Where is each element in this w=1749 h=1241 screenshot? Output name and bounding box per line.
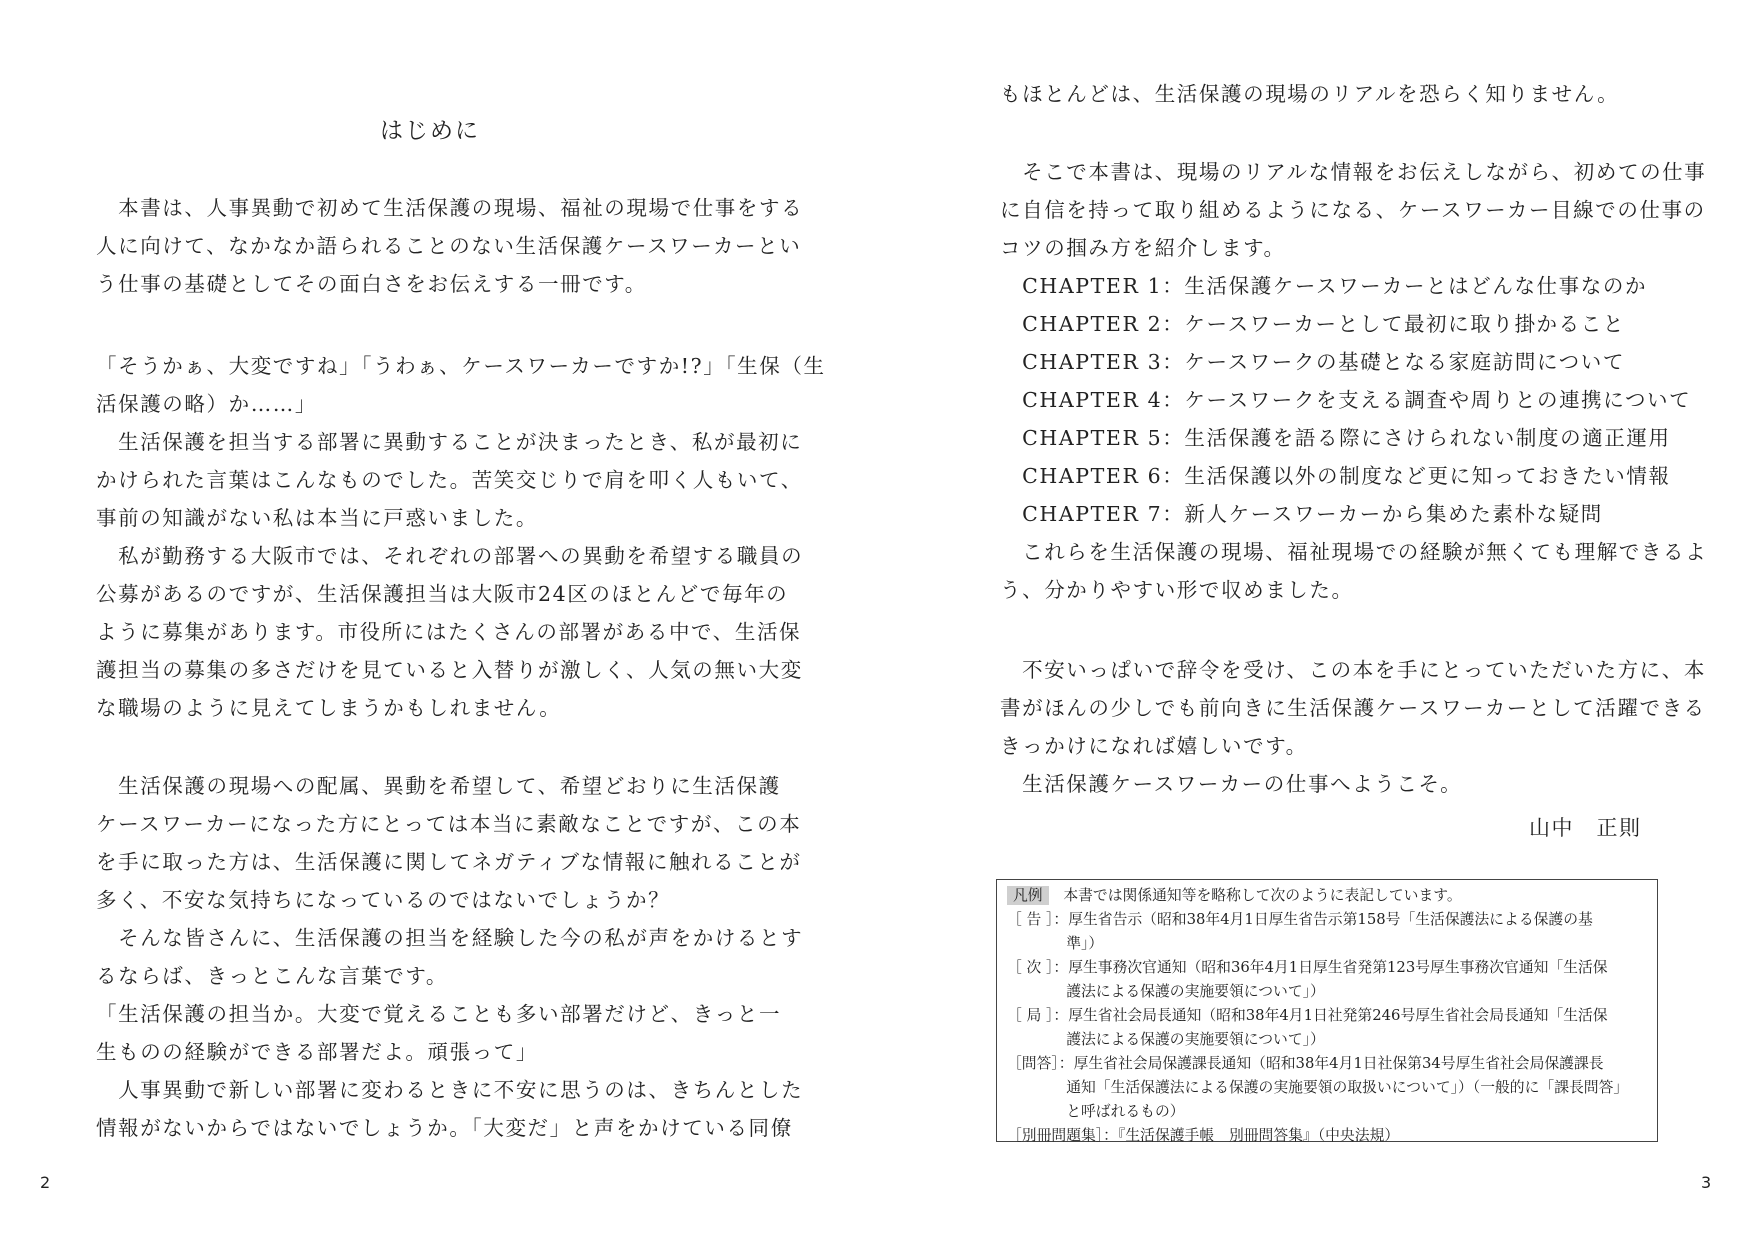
body-line: 活保護の略）か……」 xyxy=(96,392,317,416)
legend-heading xyxy=(1007,884,1462,908)
body-line: 公募があるのですが、生活保護担当は大阪市24区のほとんどで毎年の xyxy=(96,582,789,606)
body-line: う、分かりやすい形で収めました。 xyxy=(1000,578,1354,602)
legend-row: ［ 告 ］：厚生省告示（昭和38年4月1日厚生省告示第158号「生活保護法による保護の基 xyxy=(1007,911,1593,928)
legend-box xyxy=(996,879,1658,1142)
body-line: これらを生活保護の現場、福祉現場での経験が無くても理解できるよ xyxy=(1000,540,1708,564)
legend-row: 通知「生活保護法による保護の実施要領の取扱いについて」）（一般的に「課長問答」 xyxy=(1007,1079,1629,1096)
body-line: ケースワーカーになった方にとっては本当に素敵なことですが、この本 xyxy=(96,812,802,836)
body-line: う仕事の基礎としてその面白さをお伝えする一冊です。 xyxy=(96,272,647,296)
body-line: るならば、きっとこんな言葉です。 xyxy=(96,964,448,988)
body-line: 生活保護ケースワーカーの仕事へようこそ。 xyxy=(1000,772,1463,796)
body-line: 私が勤務する大阪市では、それぞれの部署への異動を希望する職員の xyxy=(96,544,804,568)
body-line: 事前の知識がない私は本当に戸惑いました。 xyxy=(96,506,538,530)
legend-row: 準」） xyxy=(1007,935,1104,952)
body-line: 護担当の募集の多さだけを見ていると入替りが激しく、人気の無い大変 xyxy=(96,658,803,682)
body-line: 情報がないからではないでしょうか。「大変だ」と声をかけている同僚 xyxy=(96,1116,793,1140)
body-line: コツの掴み方を紹介します。 xyxy=(1000,236,1286,260)
legend-intro: 本書では関係通知等を略称して次のように表記しています。 xyxy=(1063,887,1462,904)
body-line: ように募集があります。市役所にはたくさんの部署がある中で、生活保 xyxy=(96,620,802,644)
body-line: 人事異動で新しい部署に変わるときに不安に思うのは、きちんとした xyxy=(96,1078,804,1102)
body-line: 生活保護を担当する部署に異動することが決まったとき、私が最初に xyxy=(96,430,803,454)
chapter-line: CHAPTER 6：生活保護以外の制度など更に知っておきたい情報 xyxy=(1000,464,1671,488)
legend-row: ［ 局 ］：厚生省社会局長通知（昭和38年4月1日社発第246号厚生省社会局長通知「生活保 xyxy=(1007,1007,1608,1024)
legend-tag: 凡例 xyxy=(1007,886,1049,905)
body-line: かけられた言葉はこんなものでした。苦笑交じりで肩を叩く人もいて、 xyxy=(96,468,803,492)
chapter-line: CHAPTER 3：ケースワークの基礎となる家庭訪問について xyxy=(1000,350,1625,374)
body-line: きっかけになれば嬉しいです。 xyxy=(1000,734,1308,758)
body-line: もほとんどは、生活保護の現場のリアルを恐らく知りません。 xyxy=(1000,82,1620,106)
legend-row: 護法による保護の実施要領について」） xyxy=(1007,1031,1325,1048)
body-line: を手に取った方は、生活保護に関してネガティブな情報に触れることが xyxy=(96,850,802,874)
body-line: 書がほんの少しでも前向きに生活保護ケースワーカーとして活躍できる xyxy=(1000,696,1706,720)
body-line: 多く、不安な気持ちになっているのではないでしょうか？ xyxy=(96,888,671,912)
legend-row: ［別冊問題集］：『生活保護手帳 別冊問答集』（中央法規） xyxy=(1007,1127,1400,1144)
legend-row: ［問答］：厚生省社会局保護課長通知（昭和38年4月1日社保第34号厚生省社会局保護課長 xyxy=(1007,1055,1604,1072)
legend-row: 護法による保護の実施要領について」） xyxy=(1007,983,1325,1000)
body-line: な職場のように見えてしまうかもしれません。 xyxy=(96,696,562,720)
left-page xyxy=(0,0,874,1241)
author-signature: 山中 正則 xyxy=(1529,816,1642,840)
legend-row: ［ 次 ］：厚生事務次官通知（昭和36年4月1日厚生省発第123号厚生事務次官通知「生活保 xyxy=(1007,959,1608,976)
chapter-line: CHAPTER 2：ケースワーカーとして最初に取り掛かること xyxy=(1000,312,1625,336)
body-line: 「生活保護の担当か。大変で覚えることも多い部署だけど、きっと一 xyxy=(96,1002,782,1026)
legend-row: と呼ばれるもの） xyxy=(1007,1103,1185,1120)
chapter-line: CHAPTER 4：ケースワークを支える調査や周りとの連携について xyxy=(1000,388,1692,412)
body-line: 「そうかぁ、大変ですね」「うわぁ、ケースワーカーですか!?」「生保（生 xyxy=(96,354,826,378)
body-line: そこで本書は、現場のリアルな情報をお伝えしながら、初めての仕事 xyxy=(1000,160,1707,184)
page-title: はじめに xyxy=(380,118,480,144)
body-line: 不安いっぱいで辞令を受け、この本を手にとっていただいた方に、本 xyxy=(1000,658,1706,682)
body-line: 本書は、人事異動で初めて生活保護の現場、福祉の現場で仕事をする xyxy=(96,196,804,220)
chapter-line: CHAPTER 1：生活保護ケースワーカーとはどんな仕事なのか xyxy=(1000,274,1648,298)
body-line: 人に向けて、なかなか語られることのない生活保護ケースワーカーとい xyxy=(96,234,802,258)
chapter-line: CHAPTER 7：新人ケースワーカーから集めた素朴な疑問 xyxy=(1000,502,1603,526)
body-line: 生ものの経験ができる部署だよ。頑張って」 xyxy=(96,1040,538,1064)
chapter-line: CHAPTER 5：生活保護を語る際にさけられない制度の適正運用 xyxy=(1000,426,1671,450)
page-number: 2 xyxy=(40,1173,51,1192)
page-number: 3 xyxy=(1701,1173,1712,1192)
body-line: そんな皆さんに、生活保護の担当を経験した今の私が声をかけるとす xyxy=(96,926,804,950)
body-line: 生活保護の現場への配属、異動を希望して、希望どおりに生活保護 xyxy=(96,774,781,798)
body-line: に自信を持って取り組めるようになる、ケースワーカー目線での仕事の xyxy=(1000,198,1706,222)
